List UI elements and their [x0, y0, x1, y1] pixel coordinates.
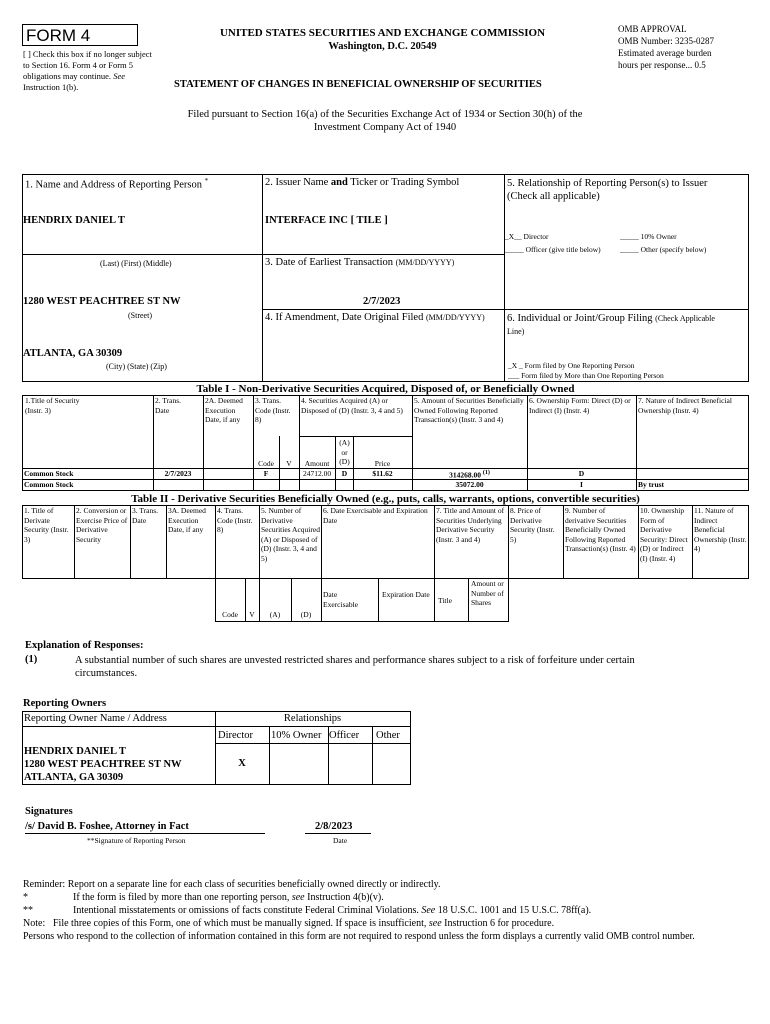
box1-label: 1. Name and Address of Reporting Person * — [25, 177, 209, 191]
name-sublabel: (Last) (First) (Middle) — [100, 259, 172, 268]
t2-col2: 2. Conversion or Exercise Price of Derivative Security — [76, 506, 128, 544]
agency-name: UNITED STATES SECURITIES AND EXCHANGE COMMISSION — [219, 27, 546, 39]
checkbox-note: [ ] Check this box if no longer subject to Section 16. Form 4 or Form 5 obligations may continue. See Instruction 1(b). — [23, 49, 152, 92]
date-label: Date — [333, 836, 348, 845]
t2-sub-v: V — [249, 610, 255, 619]
owners-col-director: Director — [218, 730, 253, 741]
t2-col4: 4. Trans. Code (Instr. 8) — [217, 506, 253, 534]
explanation-text: A substantial number of such shares are unvested restricted shares and performance shares subject to a risk of forfeiture under certain circumstances. — [75, 655, 635, 679]
reminder: Reminder: Report on a separate line for each class of securities beneficially owned directly or indirectly. — [23, 879, 441, 890]
officer-checkbox: _____ Officer (give title below) — [505, 245, 601, 254]
box2-label: 2. Issuer Name and Ticker or Trading Symbol — [265, 177, 460, 188]
filing-option-one: _X _ Form filed by One Reporting Person — [508, 361, 635, 370]
statement-title: STATEMENT OF CHANGES IN BENEFICIAL OWNERSHIP OF SECURITIES — [174, 79, 542, 90]
signature-label: **Signature of Reporting Person — [87, 836, 186, 845]
t1-col-code: 3. Trans. Code (Instr. 8) — [255, 396, 291, 424]
owner-director-mark: X — [238, 758, 246, 769]
t2-col11: 11. Nature of Indirect Beneficial Ownership (Instr. 4) — [694, 506, 747, 553]
box4-label: 4. If Amendment, Date Original Filed (MM/DD/YYYY) — [265, 312, 485, 323]
t2-sub-title: Title — [438, 596, 452, 605]
t1-col-nature: 7. Nature of Indirect Beneficial Ownership (Instr. 4) — [638, 396, 732, 415]
t1-col-title: 1.Title of Security (Instr. 3) — [25, 396, 80, 415]
table1-title: Table I - Non-Derivative Securities Acquired, Disposed of, or Beneficially Owned — [196, 383, 575, 395]
reporting-person-street: 1280 WEST PEACHTREE ST NW — [23, 296, 181, 307]
box5-label: 5. Relationship of Reporting Person(s) to Issuer (Check all applicable) — [507, 178, 708, 202]
t2-col9: 9. Number of derivative Securities Beneficially Owned Following Reported Transaction(s) (Instr. 4) — [565, 506, 636, 553]
filed-pursuant: Filed pursuant to Section 16(a) of the Securities Exchange Act of 1934 or Section 30(h) of the Investment Company Act of 1940 — [187, 109, 583, 133]
owners-col-name: Reporting Owner Name / Address — [24, 713, 167, 724]
signature-date: 2/8/2023 — [315, 821, 353, 832]
table2-title: Table II - Derivative Securities Beneficially Owned (e.g., puts, calls, warrants, options, convertible securities) — [131, 493, 640, 505]
owners-heading: Reporting Owners — [23, 698, 107, 709]
t1-sub-aord: (A) or (D) — [339, 438, 350, 466]
street-sublabel: (Street) — [128, 311, 152, 320]
t2-col6: 6. Date Exercisable and Expiration Date — [323, 506, 428, 525]
owners-col-other: Other — [376, 730, 400, 741]
form-title: FORM 4 — [26, 26, 91, 45]
t2-col3: 3. Trans. Date — [132, 506, 159, 525]
filing-option-more: ___ Form filed by More than One Reporting Person — [508, 371, 664, 380]
owners-col-ten: 10% Owner — [271, 730, 322, 741]
t1-sub-code: Code — [258, 459, 274, 468]
owners-col-officer: Officer — [329, 730, 360, 741]
t2-sub-date-ex: Date Exercisable — [323, 590, 358, 609]
t1-col-owned: 5. Amount of Securities Beneficially Owned Following Reported Transaction(s) (Instr. 3 and 4) — [414, 396, 524, 424]
signer-name: /s/ David B. Foshee, Attorney in Fact — [25, 821, 189, 832]
t1-col-acquired: 4. Securities Acquired (A) or Disposed of (D) (Instr. 3, 4 and 5) — [301, 396, 403, 415]
ten-pct-owner-checkbox: _____ 10% Owner — [620, 232, 677, 241]
omb-approval: OMB APPROVAL OMB Number: 3235-0287 Estimated average burden hours per response... 0.5 — [618, 24, 714, 70]
director-checkbox: _X__ Director — [505, 232, 549, 241]
explanation-heading: Explanation of Responses: — [25, 640, 144, 651]
reporting-person-name: HENDRIX DANIEL T — [23, 215, 125, 226]
reporting-person-city: ATLANTA, GA 30309 — [23, 348, 123, 359]
t1-sub-amount: Amount — [304, 459, 330, 468]
t1-col-date: 2. Trans. Date — [155, 396, 182, 415]
t2-col8: 8. Price of Derivative Security (Instr. 5) — [510, 506, 555, 544]
t1-col-deemed: 2A. Deemed Execution Date, if any — [205, 396, 243, 424]
t1-sub-price: Price — [374, 459, 391, 468]
form-title-box — [22, 24, 138, 46]
t1-sub-v: V — [286, 459, 292, 468]
t2-col3a: 3A. Deemed Execution Date, if any — [168, 506, 206, 534]
t2-col7: 7. Title and Amount of Securities Underlying Derivative Security (Instr. 3 and 4) — [436, 506, 505, 544]
other-checkbox: _____ Other (specify below) — [620, 245, 707, 254]
explanation-num: (1) — [25, 654, 38, 665]
t2-sub-a: (A) — [269, 610, 281, 619]
t2-col5: 5. Number of Derivative Securities Acquired (A) or Disposed of (D) (Instr. 3, 4 and 5) — [261, 506, 320, 563]
t2-col10: 10. Ownership Form of Derivative Security: Direct (D) or Indirect (I) (Instr. 4) — [640, 506, 688, 563]
t2-sub-amount: Amount or Number of Shares — [471, 579, 504, 607]
t2-col1: 1. Title of Derivate Security (Instr. 3) — [24, 506, 69, 544]
t2-sub-exp: Expiration Date — [382, 590, 430, 599]
omb-persons-notice: Persons who respond to the collection of information contained in this form are not required to respond unless the form displays a currently valid OMB control number. — [23, 931, 695, 942]
t2-sub-code: Code — [222, 610, 238, 619]
t1-col-form: 6. Ownership Form: Direct (D) or Indirect (I) (Instr. 4) — [529, 396, 631, 415]
footer-notes: Reminder: Report on a separate line for each class of securities beneficially owned directly or indirectly. * If the form is filed by more than one reporting person, see Instruction 4(b)(v). ** Intentional misstatements or omissions of facts constitute Federal Criminal Violations. See 18 U.S.C. 1001 and 15 U.S.C. 78ff(a). Note: File three copies of this Form, one of which must be manually signed. If space is insufficient, see Instruction 6 for procedure. Persons who respond to the collection of information contained in this form are not required to respond unless the form displays a currently valid OMB control number. — [23, 878, 753, 943]
signatures-heading: Signatures — [25, 806, 73, 817]
box3-label: 3. Date of Earliest Transaction (MM/DD/YYYY) — [265, 257, 455, 268]
issuer-name: INTERFACE INC [ TILE ] — [265, 215, 388, 226]
earliest-transaction-date: 2/7/2023 — [363, 296, 401, 307]
owners-col-rel: Relationships — [283, 713, 342, 724]
city-sublabel: (City) (State) (Zip) — [106, 362, 167, 371]
box6-label: 6. Individual or Joint/Group Filing (Check Applicable Line) — [507, 313, 715, 336]
owner-address: HENDRIX DANIEL T 1280 WEST PEACHTREE ST NW ATLANTA, GA 30309 — [24, 746, 182, 783]
agency-location: Washington, D.C. 20549 — [328, 41, 437, 52]
t2-sub-d: (D) — [300, 610, 312, 619]
